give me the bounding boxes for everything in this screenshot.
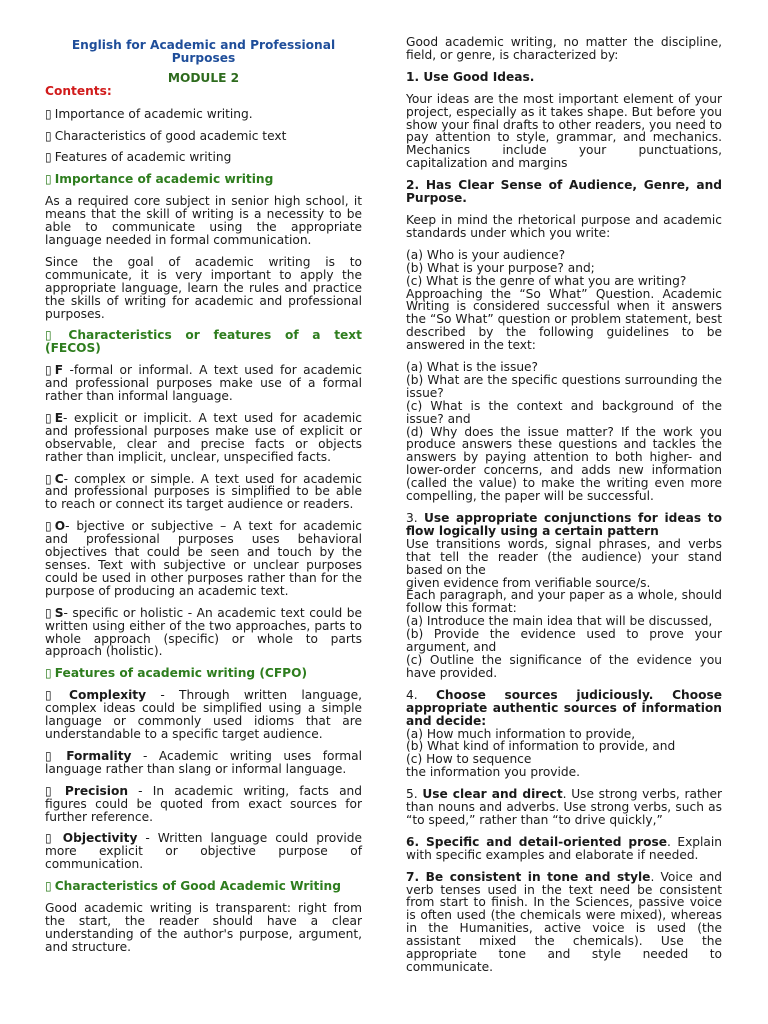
fecos-item: ▯ F -formal or informal. A text used for academic and professional purposes make use of a formal rather than informal language. <box>45 363 362 404</box>
question-line: (d) Why does the issue matter? If the work you produce answers these questions and tackles the answers by paying attention to both higher- and lower-order concerns, and adds new information (called the value) to make the writing even more compelling, the paper will be successful. <box>406 424 722 504</box>
format-line: (c) Outline the significance of the evidence you have provided. <box>406 652 722 680</box>
point-2-heading: 2. Has Clear Sense of Audience, Genre, and Purpose. <box>406 178 722 206</box>
bullet-box-icon: ▯ <box>45 666 52 681</box>
cfpo-heading: ▯ Features of academic writing (CFPO) <box>45 666 308 681</box>
bullet-box-icon: ▯ <box>45 410 52 425</box>
point-6: 6. Specific and detail-oriented prose. Explain with specific examples and elaborate if needed. <box>406 834 722 862</box>
good-writing-heading: ▯ Characteristics of Good Academic Writing <box>45 879 341 894</box>
cfpo-item: ▯ Complexity - Through written language, complex ideas could be simplified using a simple language or commonly used idioms that are understandable to a specific target audience. <box>45 688 362 741</box>
point-3-paragraph: given evidence from verifiable source/s. <box>406 575 651 590</box>
so-what-paragraph: Approaching the “So What” Question. Academic Writing is considered successful when it answers the “So What” question or problem statement, best described by the following guidelines to be answered in the text: <box>406 286 722 353</box>
point-4-list <box>406 728 722 780</box>
bullet-box-icon: ▯ <box>45 783 52 798</box>
module-label: MODULE 2 <box>167 70 240 85</box>
importance-heading: ▯ Importance of academic writing <box>45 172 274 187</box>
bullet-box-icon: ▯ <box>45 688 52 703</box>
question-line: (c) What is the context and background of the issue? and <box>406 398 722 426</box>
fecos-item: ▯ C- complex or simple. A text used for academic and professional purposes is simplified to be able to reach or connect its target audience or readers. <box>45 471 362 512</box>
bullet-box-icon: ▯ <box>45 519 52 534</box>
point-5: 5. Use clear and direct. Use strong verbs, rather than nouns and adverbs. Use strong verbs, such as “to speed,” rather than “to drive quickly,” <box>406 787 722 827</box>
cfpo-item: ▯ Precision - In academic writing, facts and figures could be quoted from exact sources for further reference. <box>45 783 362 824</box>
cfpo-item: ▯ Objectivity - Written language could provide more explicit or objective purpose of communication. <box>45 831 363 872</box>
point-4-heading: 4. Choose sources judiciously. Choose appropriate authentic sources of information and decide: <box>406 687 722 728</box>
bullet-box-icon: ▯ <box>45 471 52 486</box>
contents-item: ▯ Importance of academic writing. <box>45 106 253 121</box>
point-3-format <box>406 615 722 680</box>
format-line: (a) Introduce the main idea that will be discussed, <box>406 614 713 629</box>
fecos-item: ▯ E- explicit or implicit. A text used for academic and professional purposes make use of explicit or observable, clear and precise facts or objects rather than implicit, unclear, unspecified facts. <box>45 410 362 464</box>
bullet-box-icon: ▯ <box>45 328 52 343</box>
list-line: the information you provide. <box>406 765 580 780</box>
cfpo-item: ▯ Formality - Academic writing uses formal language rather than slang or informal language. <box>45 748 363 776</box>
importance-paragraph-1: As a required core subject in senior high school, it means that the skill of writing is a necessity to be able to communicate using the appropriate language needed in formal communication. <box>45 194 362 247</box>
bullet-box-icon: ▯ <box>45 150 52 165</box>
good-writing-paragraph: Good academic writing is transparent: right from the start, the reader should have a clear understanding of the author's purpose, argument, and structure. <box>45 901 362 954</box>
contents-item: ▯ Characteristics of good academic text <box>45 128 287 143</box>
bullet-box-icon: ▯ <box>45 363 52 378</box>
point-7: 7. Be consistent in tone and style. Voice and verb tenses used in the text need be consistent from start to finish. In the Sciences, passive voice is often used (the chemicals were mixed), whereas in the Humanities, active voice is used (the assistant mixed the chemicals). Use the appropriate tone and style needed to communicate. <box>406 869 722 974</box>
left-column <box>45 36 362 963</box>
document-title: English for Academic and Professional Purposes <box>71 38 336 65</box>
format-line: (b) Provide the evidence used to prove your argument, and <box>406 627 722 655</box>
point-2-paragraph: Keep in mind the rhetorical purpose and academic standards under which you write: <box>406 212 722 240</box>
list-line: (b) What kind of information to provide, and <box>406 739 676 754</box>
so-what-questions <box>406 361 722 503</box>
list-line: (c) How to sequence <box>406 752 532 767</box>
point-1-heading: 1. Use Good Ideas. <box>406 69 535 84</box>
bullet-box-icon: ▯ <box>45 128 52 143</box>
question-line: (c) What is the genre of what you are writing? <box>406 273 687 288</box>
fecos-item: ▯ O- bjective or subjective – A text for academic and professional purposes uses behavioral objectives that could be seen and touch by the senses. Text with subjective or unclear purposes could be used in other purposes rather than for the purpose of producing an academic text. <box>45 519 362 598</box>
intro-paragraph: Good academic writing, no matter the discipline, field, or genre, is characterized by: <box>406 35 722 62</box>
question-line: (b) What is your purpose? and; <box>406 260 595 275</box>
fecos-item: ▯ S- specific or holistic - An academic text could be written using either of the two approaches, parts to whole approach (specific) or whole to parts approach (holistic). <box>45 605 362 659</box>
importance-paragraph-2: Since the goal of academic writing is to communicate, it is very important to apply the appropriate language, learn the rules and practice the skills of writing for academic and professional purposes. <box>45 254 362 321</box>
list-line: (a) How much information to provide, <box>406 726 636 741</box>
contents-item: ▯ Features of academic writing <box>45 150 232 165</box>
contents-label: Contents: <box>45 83 112 98</box>
point-3-heading: 3. Use appropriate conjunctions for ideas to flow logically using a certain pattern <box>406 511 722 538</box>
point-2-questions <box>406 249 722 288</box>
fecos-heading: ▯ Characteristics or features of a text (FECOS) <box>45 328 362 356</box>
bullet-box-icon: ▯ <box>45 879 52 894</box>
right-column <box>406 36 722 983</box>
question-line: (b) What are the specific questions surrounding the issue? <box>406 372 722 400</box>
point-1-paragraph: Your ideas are the most important element of your project, especially as it takes shape. But before you show your final drafts to other readers, you need to pay attention to style, grammar, and mechanics. Mechanics include your punctuations, capitalization and margins <box>406 91 722 171</box>
bullet-box-icon: ▯ <box>45 748 52 763</box>
question-line: (a) Who is your audience? <box>406 247 566 262</box>
point-3-paragraph: Each paragraph, and your paper as a whole, should follow this format: <box>406 588 722 616</box>
bullet-box-icon: ▯ <box>45 831 52 846</box>
bullet-box-icon: ▯ <box>45 605 52 620</box>
question-line: (a) What is the issue? <box>406 360 539 375</box>
bullet-box-icon: ▯ <box>45 172 52 187</box>
contents-list <box>45 108 362 165</box>
bullet-box-icon: ▯ <box>45 106 52 121</box>
point-3-paragraph: Use transitions words, signal phrases, and verbs that tell the reader (the audience) your stand based on the <box>406 536 722 577</box>
